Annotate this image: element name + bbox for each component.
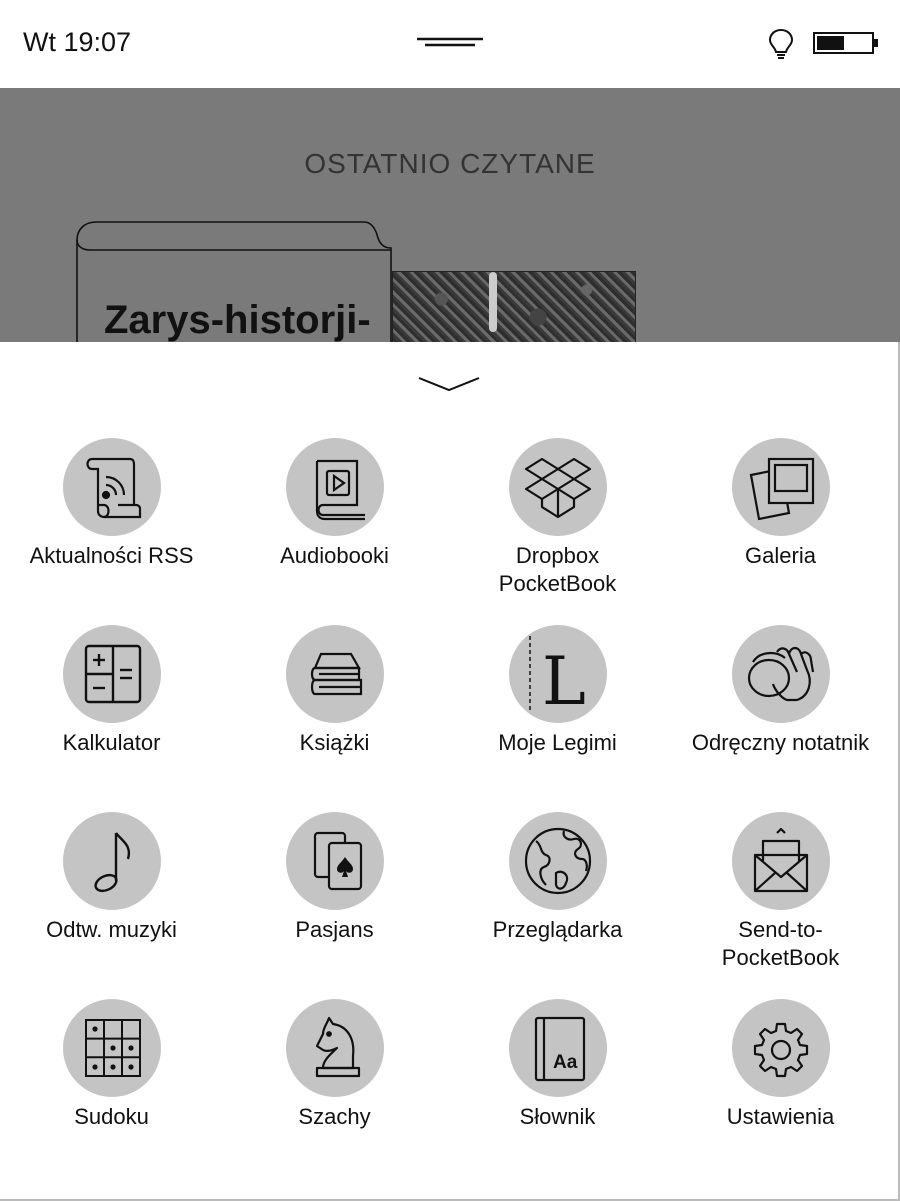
app-label: Aktualności RSS: [29, 543, 194, 568]
app-settings[interactable]: [669, 999, 892, 1186]
app-music-player[interactable]: [0, 812, 223, 999]
app-label: Słownik: [519, 1104, 596, 1129]
app-label: Kalkulator: [62, 730, 161, 755]
chevron-down-icon[interactable]: [418, 376, 480, 392]
sudoku-grid-icon: [70, 1006, 154, 1090]
app-send-to-pocketbook[interactable]: [669, 812, 892, 999]
svg-text:L: L: [541, 643, 586, 716]
app-label: Sudoku: [74, 1104, 149, 1129]
dictionary-icon: [516, 1006, 600, 1090]
status-bar: [0, 0, 900, 88]
app-label: Ustawienia: [726, 1104, 835, 1129]
recently-read-heading: OSTATNIO CZYTANE: [304, 148, 596, 179]
dropbox-icon: [516, 445, 600, 529]
app-books[interactable]: [223, 625, 446, 812]
handwriting-notes-icon: [739, 632, 823, 716]
audiobook-icon: [293, 445, 377, 529]
svg-text:Aa: Aa: [552, 1052, 577, 1073]
battery-icon: [813, 31, 879, 55]
app-dropbox[interactable]: [446, 438, 669, 625]
app-dictionary[interactable]: [446, 999, 669, 1186]
books-icon: [293, 632, 377, 716]
app-calculator[interactable]: [0, 625, 223, 812]
playing-cards-icon: [293, 819, 377, 903]
mail-envelope-icon: [739, 819, 823, 903]
app-audiobooks[interactable]: [223, 438, 446, 625]
calculator-icon: [70, 632, 154, 716]
app-label: Odręczny notatnik: [691, 730, 870, 755]
app-label: Przeglądarka: [492, 917, 623, 942]
legimi-icon: [516, 632, 600, 716]
gallery-icon: [739, 445, 823, 529]
chess-knight-icon: [293, 1006, 377, 1090]
drag-handle-icon[interactable]: [415, 37, 485, 47]
app-handwriting-notes[interactable]: [669, 625, 892, 812]
rss-feed-icon: [70, 445, 154, 529]
recently-read-panel: [0, 88, 900, 342]
app-label: Odtw. muzyki: [46, 917, 177, 942]
app-label: Moje Legimi: [498, 730, 617, 755]
app-rss[interactable]: [0, 438, 223, 625]
app-sudoku[interactable]: [0, 999, 223, 1186]
app-grid: [0, 438, 892, 1186]
book-title: Zarys-historji-: [104, 298, 371, 342]
app-label: Szachy: [298, 1104, 371, 1129]
app-label: Galeria: [745, 543, 816, 568]
book-cover-image[interactable]: [392, 271, 636, 342]
app-label: Send-to- PocketBook: [721, 917, 840, 970]
app-label: Pasjans: [295, 917, 374, 942]
frontlight-bulb-icon[interactable]: [766, 28, 796, 60]
app-gallery[interactable]: [669, 438, 892, 625]
app-browser[interactable]: [446, 812, 669, 999]
app-solitaire[interactable]: [223, 812, 446, 999]
gear-icon: [739, 1006, 823, 1090]
clock: Wt 19:07: [23, 27, 132, 57]
globe-icon: [516, 819, 600, 903]
app-legimi[interactable]: [446, 625, 669, 812]
app-drawer: [0, 342, 900, 1201]
app-label: Książki: [299, 730, 370, 755]
app-label: Audiobooki: [280, 543, 389, 568]
music-note-icon: [70, 819, 154, 903]
app-chess[interactable]: [223, 999, 446, 1186]
app-label: Dropbox PocketBook: [498, 543, 617, 596]
